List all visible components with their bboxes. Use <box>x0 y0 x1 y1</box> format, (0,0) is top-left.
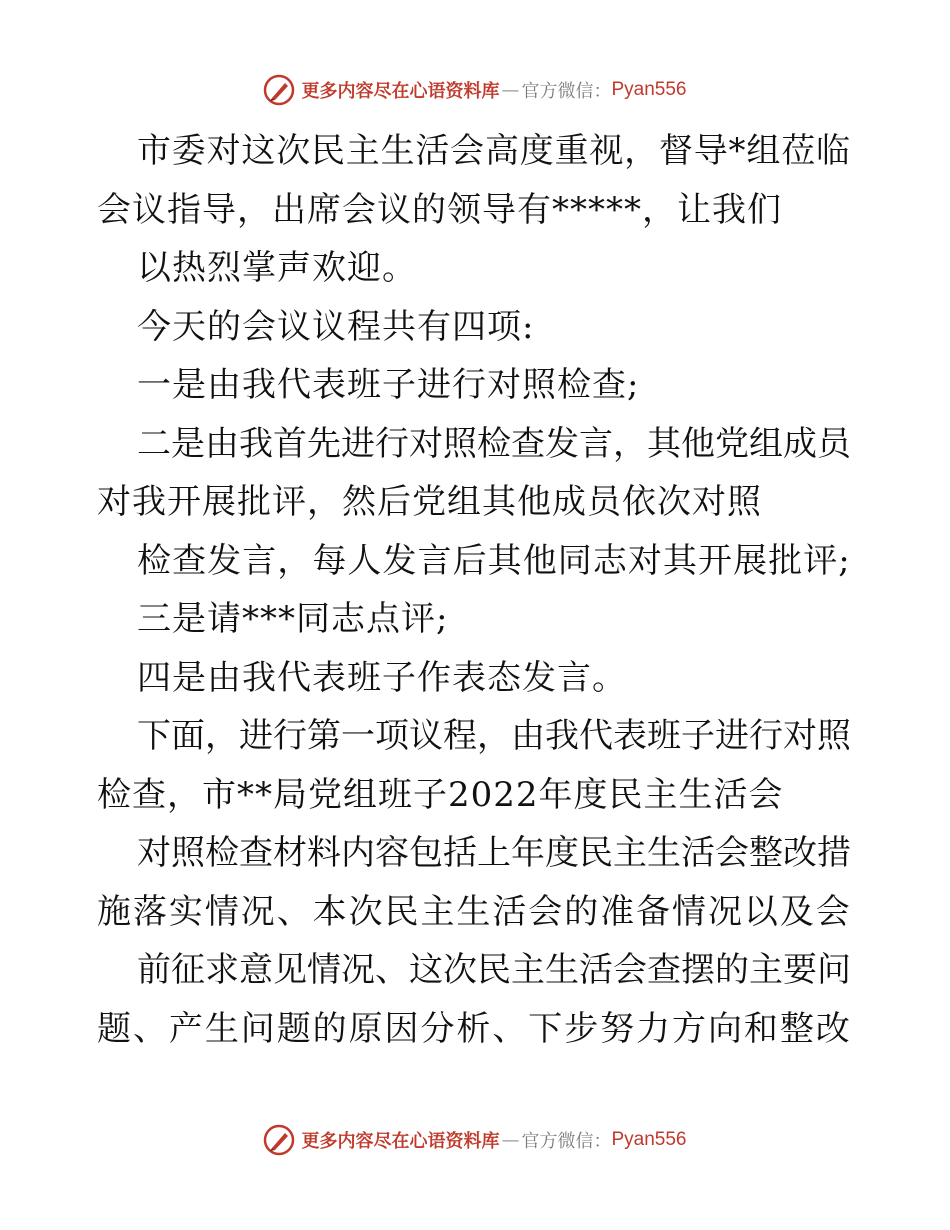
text-line: 对我开展批评，然后党组其他成员依次对照 <box>97 482 762 522</box>
text-line: 一是由我代表班子进行对照检查; <box>137 365 640 405</box>
text-line: 检查，市**局党组班子2022年度民主生活会 <box>97 774 784 815</box>
watermark-separator: — <box>501 79 518 101</box>
watermark-text: 更多内容尽在心语资料库 <box>301 1131 500 1152</box>
text-line: 会议指导，出席会议的领导有*****，让我们 <box>97 189 782 230</box>
text-line: 对 照 检 查 材 料 内 容 包 括 上 年 度 民 主 生 活 会 整 改 措 <box>137 833 851 873</box>
text-line: 二 是 由 我 首 先 进 行 对 照 检 查 发 言 ， 其 他 党 组 成 员 <box>137 423 851 464</box>
text-line: 以热烈掌声欢迎。 <box>137 248 417 288</box>
watermark-label: 官方微信： <box>521 81 612 102</box>
text-line: 施 落 实 情 况 、 本 次 民 主 生 活 会 的 准 备 情 况 以 及 会 <box>97 891 850 932</box>
watermark-separator: — <box>501 1129 518 1151</box>
watermark-wechat-id: Pyan556 <box>611 79 687 100</box>
watermark-wechat-id: Pyan556 <box>611 1129 687 1150</box>
text-line: 题 、 产 生 问 题 的 原 因 分 析 、 下 步 努 力 方 向 和 整 改 <box>97 1008 850 1049</box>
quill-pen-icon <box>263 74 295 106</box>
text-line: 四是由我代表班子作表态发言。 <box>137 657 627 698</box>
text-line: 三是请***同志点评; <box>137 599 449 639</box>
watermark-label: 官方微信： <box>521 1131 612 1152</box>
text-line: 前 征 求 意 见 情 况 、 这 次 民 主 生 活 会 查 摆 的 主 要 问 <box>137 950 851 990</box>
watermark-banner-bottom <box>0 1120 950 1160</box>
watermark-text: 更多内容尽在心语资料库 <box>301 81 500 102</box>
text-line: 今天的会议议程共有四项: <box>137 306 535 347</box>
text-line: 下 面 ， 进 行 第 一 项 议 程 ， 由 我 代 表 班 子 进 行 对 照 <box>137 716 851 756</box>
document-body <box>0 122 950 1058</box>
quill-pen-icon <box>263 1124 295 1156</box>
text-line: 检 查 发 言 ， 每 人 发 言 后 其 他 同 志 对 其 开 展 批 评 ; <box>137 540 850 581</box>
watermark-banner-top <box>0 70 950 110</box>
text-line: 市 委 对 这 次 民 主 生 活 会 高 度 重 视 ， 督 导 * 组 莅 临 <box>137 131 850 171</box>
